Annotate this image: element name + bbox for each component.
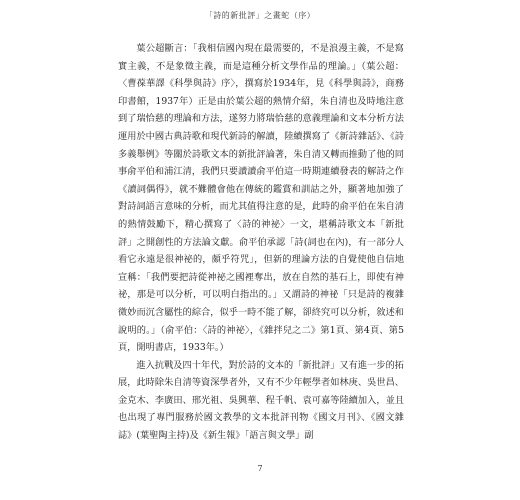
- paragraph: 進入抗戰及四十年代，對於詩的文本的「新批評」又有進一步的拓展，此時除朱自清等資深學者外，又有不少年輕學者如林庚、吳世昌、金克木、李廣田、邢光祖、吳興華、程千帆、袁可嘉等陸續加入，並且也出現了專門服務於國文教學的文本批評刊物《國文月刊》、《國文雜誌》(葉聖陶主持)及《新生報》「語言與文學」副: [118, 359, 404, 442]
- running-header: 「詩的新批評」之畫蛇（序）: [204, 11, 316, 20]
- body-text: [118, 40, 404, 445]
- paragraph: 葉公超斷言：「我相信國內現在最需要的，不是浪漫主義，不是寫實主義，不是象徵主義，而是這種分析文學作品的理論。」（葉公超：〈曹葆華譯《科學與詩》序〉，撰寫於1934年，見《科學與詩》，商務印書館，1937年）正是由於葉公超的熱情介紹，朱自清也及時地注意到了瑞恰慈的理論和方法，遂努力將瑞恰慈的意義理論和文本分析方法運用於中國古典詩歌和現代新詩的解讀，陸續撰寫了《新詩雜話》、《詩多義舉例》等關於詩歌文本的新批評論著，朱自清又轉而推動了他的同事俞平伯和浦江清，我們只要讀讀俞平伯這一時期連續發表的解詩之作《讀詞偶得》，就不難體會他在傳統的鑑賞和訓詁之外，顯著地加強了對詩詞語言意味的分析，而尤其值得注意的是，此時的俞平伯在朱自清的熱情鼓勵下，精心撰寫了〈詩的神祕〉一文，堪稱詩歌文本「新批評」之開創性的方法論文獻。俞平伯承認「詩(詞也在內)，有一部分人看它永遠是很神祕的，頗乎符咒」，但新的理論方法的自覺使他自信地宣稱：「我們要把詩從神祕之國裡奪出，放在自然的基石上，即使有神祕，那是可以分析，可以明白指出的。」又謂詩的神祕「只是詩的複雜微妙而沉含屬性的綜合，似乎一時不能了解，卻終究可以分析，敘述和說明的。」（俞平伯：〈詩的神祕〉，《雜拌兒之二》第1頁、第4頁、第5頁，開明書店，1933年。）: [118, 43, 404, 354]
- page-number: 7: [257, 464, 263, 473]
